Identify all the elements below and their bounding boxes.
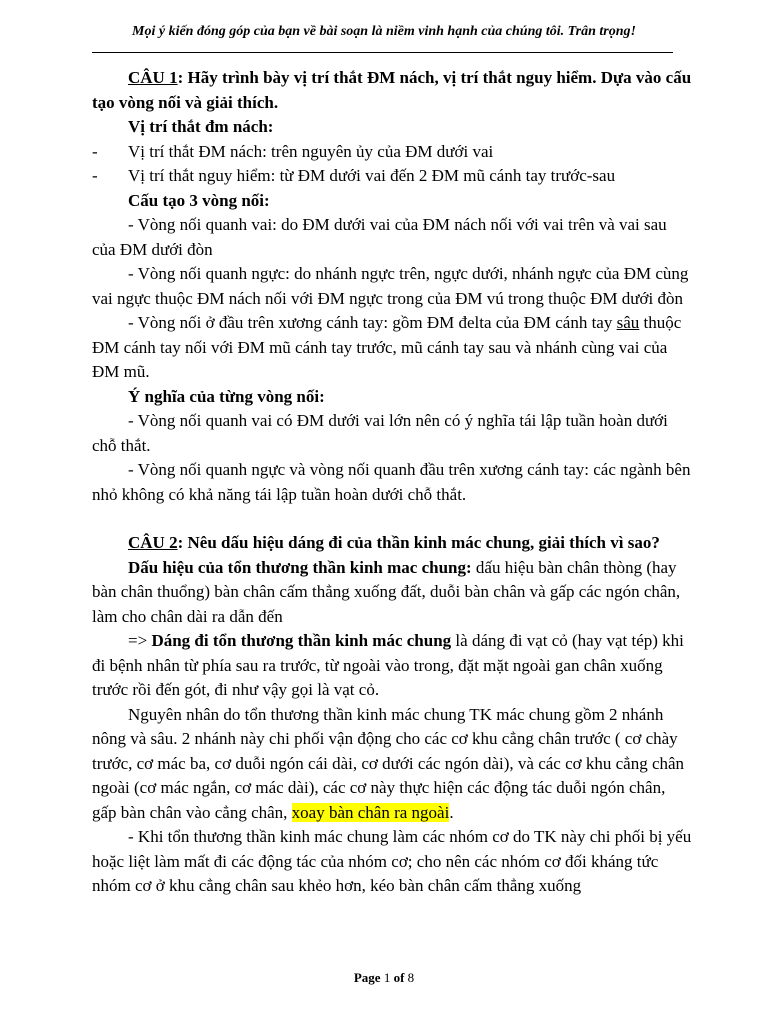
q1-paragraph: - Vòng nối quanh ngực: do nhánh ngực trên, ngực dưới, nhánh ngực của ĐM cùng vai ngực thuộc ĐM nách nối với ĐM ngực trong của ĐM vú trong thuộc ĐM dưới đòn xyxy=(92,264,689,308)
question-2-label: CÂU 2 xyxy=(128,533,178,552)
q2-paragraph: - Khi tổn thương thần kinh mác chung làm các nhóm cơ do TK này chi phối bị yếu hoặc liệt làm mất đi các động tác của nhóm cơ; cho nên các nhóm cơ đối kháng tức nhóm cơ ở khu cẳng chân sau khẻo hơn, kéo bàn chân cấm thẳng xuống xyxy=(92,827,692,895)
q1-section-heading-structure: Cấu tạo 3 vòng nối: xyxy=(128,190,270,210)
q1-section-heading-meaning: Ý nghĩa của từng vòng nối: xyxy=(128,386,325,406)
question-1-label: CÂU 1 xyxy=(128,68,178,87)
q1-section-heading-position: Vị trí thắt đm nách: xyxy=(128,117,274,136)
q2-paragraph: => Dáng đi tổn thương thần kinh mác chung là dáng đi vạt cỏ (hay vạt tép) khi đi bệnh nhân từ phía sau ra trước, từ ngoài vào trong, đặt mặt ngoài gan chân xuống trước rồi đến gót, đi như vậy gọi là vạt cỏ. xyxy=(92,631,684,699)
q1-paragraph: - Vòng nối quanh vai có ĐM dưới vai lớn nên có ý nghĩa tái lập tuần hoàn dưới chỗ thắt. xyxy=(92,411,668,455)
highlighted-text: xoay bàn chân ra ngoài xyxy=(291,802,450,822)
q1-paragraph: - Vòng nối quanh ngực và vòng nối quanh đầu trên xương cánh tay: các ngành bên nhỏ không có khả năng tái lập tuần hoàn dưới chỗ thắt. xyxy=(92,460,691,504)
question-2-title: CÂU 2: Nêu dấu hiệu dáng đi của thần kinh mác chung, giải thích vì sao? xyxy=(128,533,660,552)
page-header: Mọi ý kiến đóng góp của bạn về bài soạn là niềm vinh hạnh của chúng tôi. Trân trọng! xyxy=(132,24,636,39)
q1-paragraph: - Vòng nối ở đầu trên xương cánh tay: gồm ĐM đelta của ĐM cánh tay sâu thuộc ĐM cánh tay nối với ĐM mũ cánh tay trước, mũ cánh tay sau và nhánh cùng vai của ĐM mũ. xyxy=(92,313,682,381)
header-divider xyxy=(92,52,673,53)
q1-bullet-1: - Vị trí thắt ĐM nách: trên nguyên ủy của ĐM dưới vai xyxy=(92,141,494,161)
spacer xyxy=(92,507,692,531)
underlined-word: sâu xyxy=(616,313,640,332)
q2-paragraph: Dấu hiệu của tổn thương thần kinh mac chung: dấu hiệu bàn chân thòng (hay bàn chân thuổng) bàn chân cấm thẳng xuống đất, duỗi bàn chân và gấp các ngón chân, làm cho chân dài ra dẫn đến xyxy=(92,557,681,626)
q2-paragraph: Nguyên nhân do tổn thương thần kinh mác chung TK mác chung gồm 2 nhánh nông và sâu. 2 nhánh này chi phối vận động cho các cơ khu cẳng chân trước ( cơ chày trước, cơ mác ba, cơ duỗi ngón cái dài, cơ dưới các ngón dài), và các cơ khu cẳng chân ngoài (cơ mác ngắn, cơ mác dài), các cơ này thực hiện các động tác duỗi ngón chân, gấp bàn chân vào cẳng chân, xoay bàn chân ra ngoài. xyxy=(92,704,685,822)
q1-paragraph: - Vòng nối quanh vai: do ĐM dưới vai của ĐM nách nối với vai trên và vai sau của ĐM dưới đòn xyxy=(92,215,667,259)
q1-bullet-2: - Vị trí thắt nguy hiểm: từ ĐM dưới vai đến 2 ĐM mũ cánh tay trước-sau xyxy=(92,166,616,185)
document-body xyxy=(92,66,692,899)
question-1-title: CÂU 1: Hãy trình bày vị trí thắt ĐM nách, vị trí thắt nguy hiểm. Dựa vào cấu tạo vòng nối và giải thích. xyxy=(92,68,692,112)
page-footer: Page 1 of 8 xyxy=(353,970,415,985)
